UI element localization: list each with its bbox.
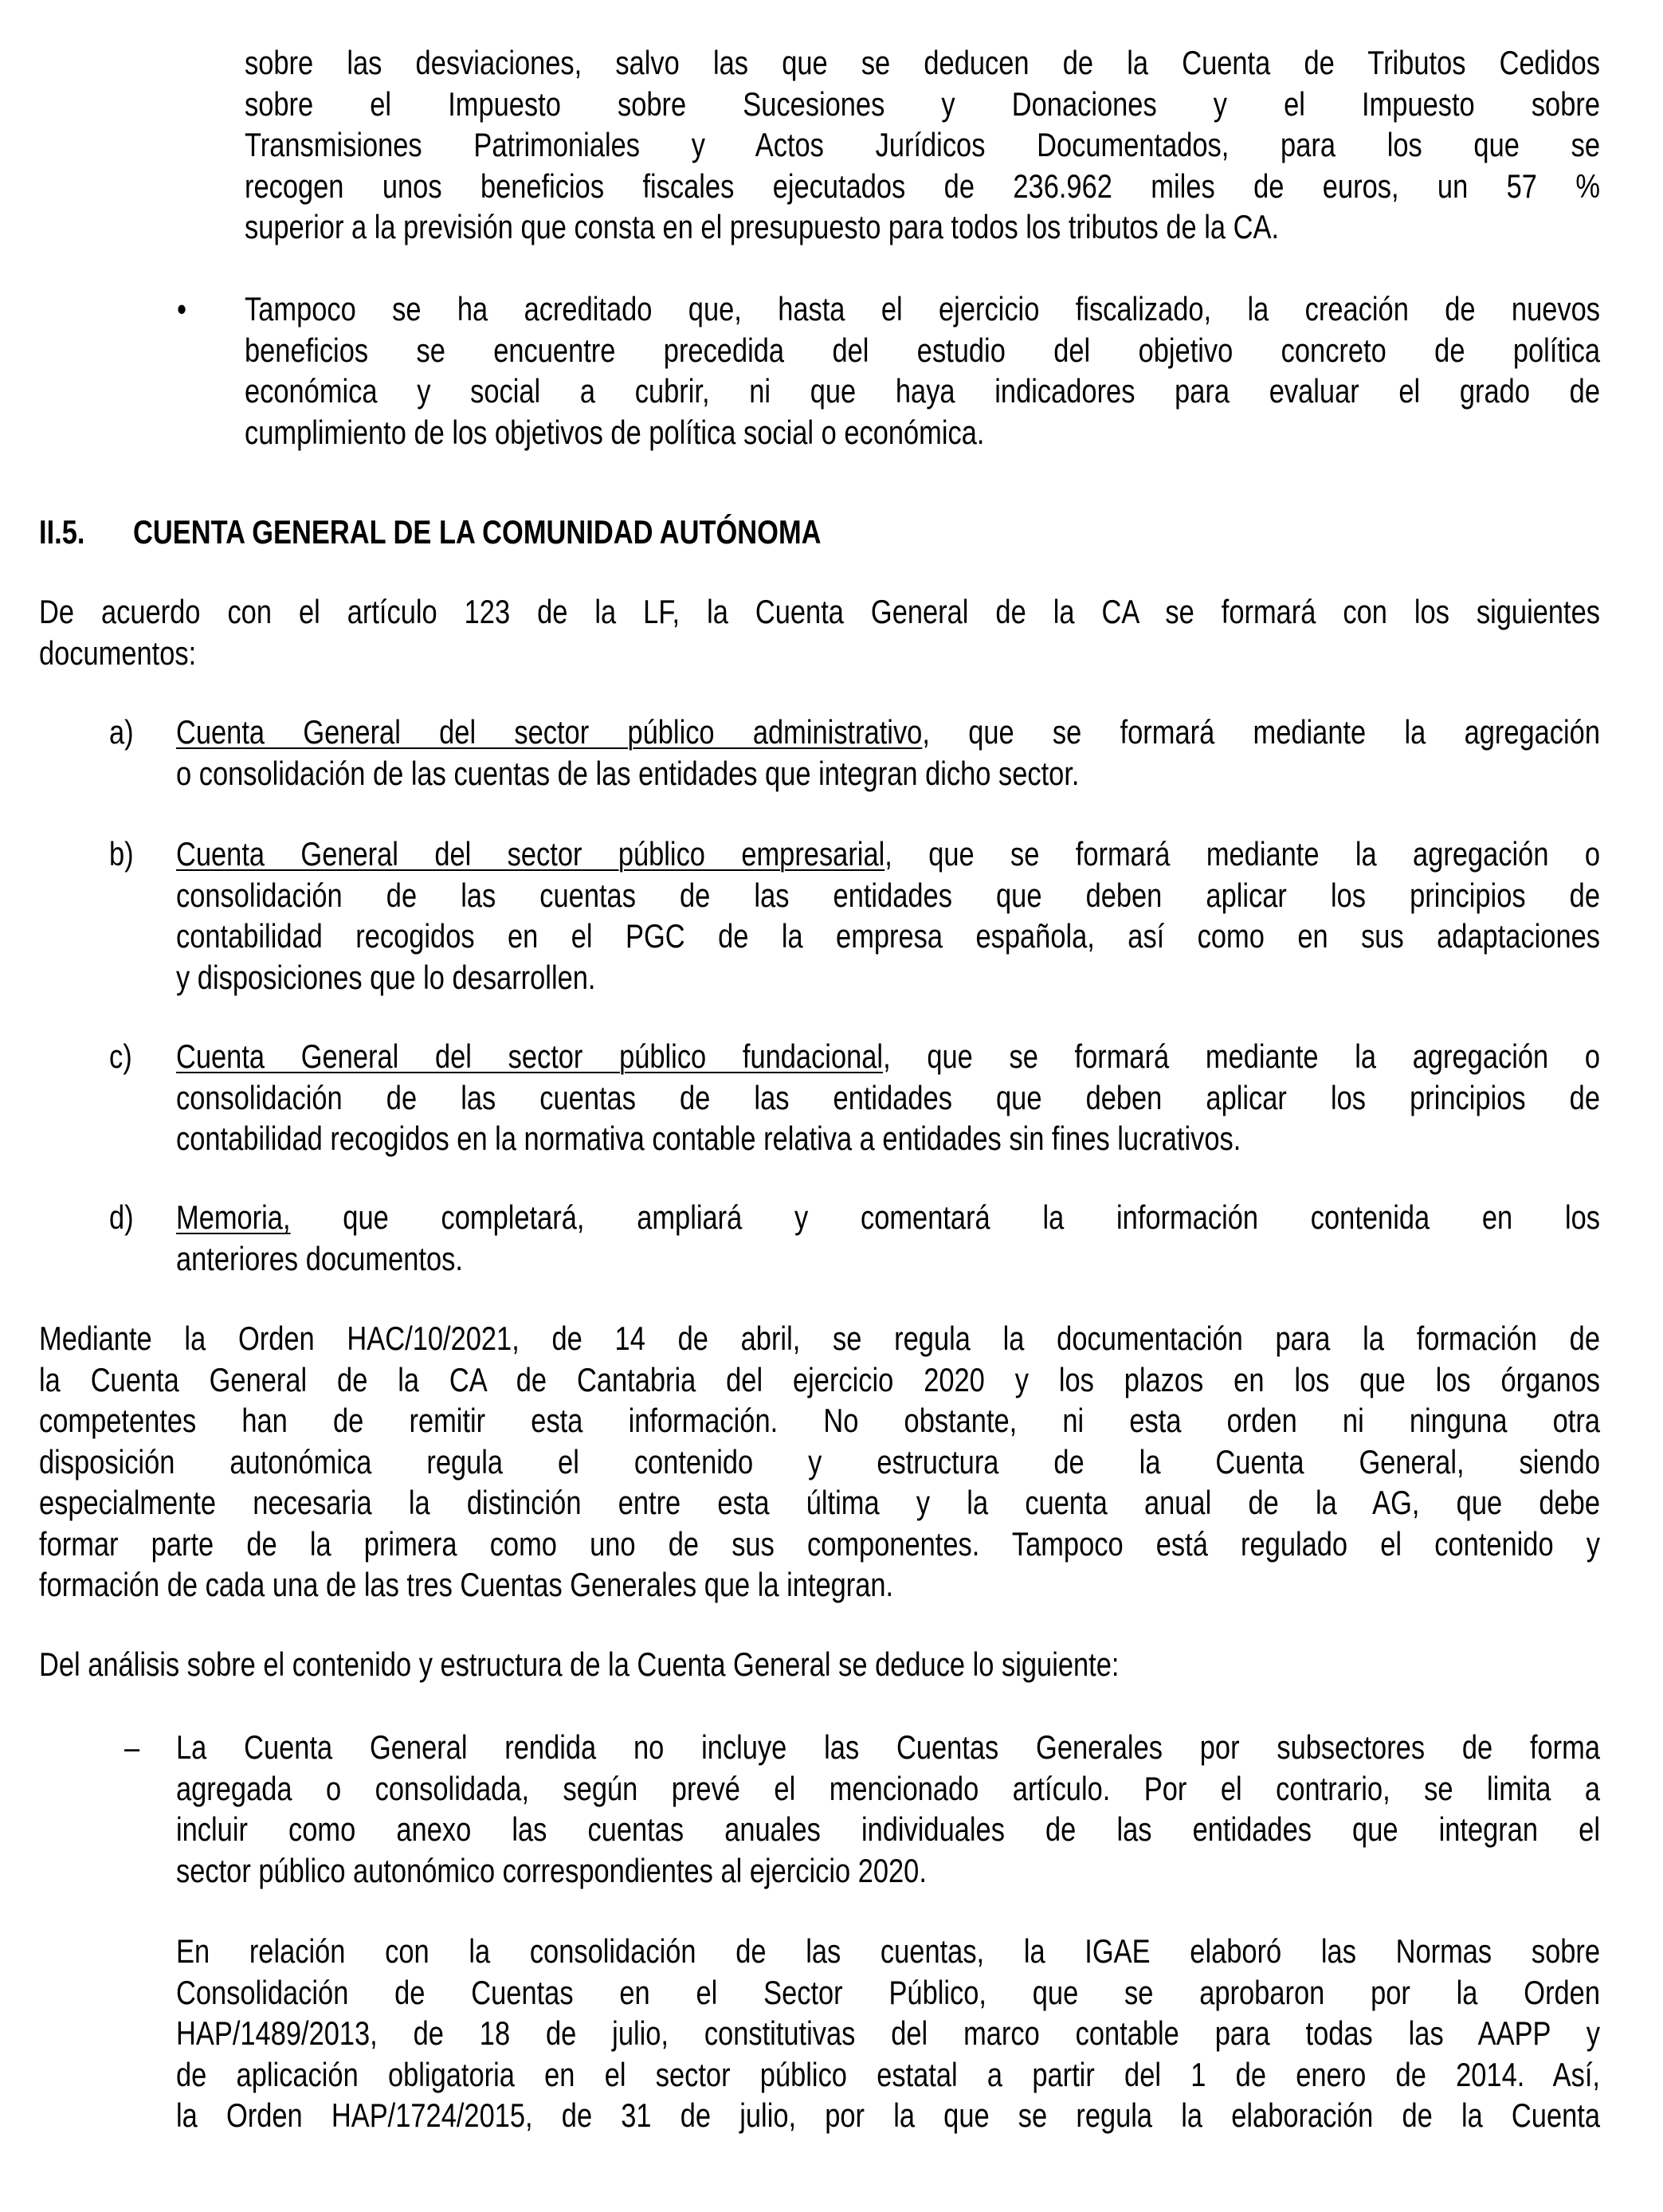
text-line: sobre las desviaciones, salvo las que se deducen de la Cuenta de Tributos Cedidos bbox=[245, 44, 1600, 81]
list-item-text: , que se formará mediante la agregación o bbox=[883, 1037, 1600, 1075]
list-item-label: b) bbox=[109, 835, 134, 873]
text-line: la Orden HAP/1724/2015, de 31 de julio, por la que se regula la elaboración de la Cuenta bbox=[176, 2096, 1600, 2134]
text-line: o consolidación de las cuentas de las entidades que integran dicho sector. bbox=[176, 754, 1080, 792]
list-item-label: d) bbox=[109, 1198, 134, 1236]
text-line bbox=[176, 712, 1600, 753]
list-item-title: Cuenta General del sector público empresarial bbox=[176, 835, 885, 873]
paragraph-deviations bbox=[245, 42, 1600, 248]
text-line: sector público autonómico correspondientes al ejercicio 2020. bbox=[176, 1851, 927, 1889]
text-line: Del análisis sobre el contenido y estructura de la Cuenta General se deduce lo siguiente: bbox=[39, 1645, 1120, 1683]
dash-marker: – bbox=[124, 1728, 140, 1766]
text-line: En relación con la consolidación de las cuentas, la IGAE elaboró las Normas sobre bbox=[176, 1932, 1600, 1970]
text-line: La Cuenta General rendida no incluye las Cuentas Generales por subsectores de forma bbox=[176, 1728, 1600, 1766]
text-line: Mediante la Orden HAC/10/2021, de 14 de abril, se regula la documentación para la formación de bbox=[39, 1320, 1600, 1357]
text-line: especialmente necesaria la distinción entre esta última y la cuenta anual de la AG, que debe bbox=[39, 1484, 1600, 1521]
text-line: consolidación de las cuentas de las entidades que deben aplicar los principios de bbox=[176, 876, 1600, 914]
list-item-title: Memoria, bbox=[176, 1198, 291, 1236]
list-item bbox=[176, 712, 1600, 794]
list-item bbox=[176, 833, 1600, 998]
text-line: Tampoco se ha acreditado que, hasta el ejercicio fiscalizado, la creación de nuevos bbox=[245, 290, 1600, 327]
text-line: económica y social a cubrir, ni que haya indicadores para evaluar el grado de bbox=[245, 372, 1600, 410]
bullet-paragraph bbox=[245, 288, 1600, 453]
list-item-label: c) bbox=[109, 1037, 132, 1075]
text-line: Consolidación de Cuentas en el Sector Público, que se aprobaron por la Orden bbox=[176, 1973, 1600, 2011]
text-line: y disposiciones que lo desarrollen. bbox=[176, 958, 596, 996]
text-line: cumplimiento de los objetivos de política social o económica. bbox=[245, 413, 985, 451]
text-line: formación de cada una de las tres Cuentas Generales que la integran. bbox=[39, 1566, 894, 1603]
text-line: incluir como anexo las cuentas anuales individuales de las entidades que integran el bbox=[176, 1810, 1600, 1848]
intro-paragraph bbox=[39, 591, 1600, 673]
text-line: disposición autonómica regula el contenido y estructura de la Cuenta General, siendo bbox=[39, 1442, 1600, 1481]
text-line: beneficios se encuentre precedida del estudio del objetivo concreto de política bbox=[245, 331, 1600, 369]
text-line bbox=[176, 833, 1600, 875]
list-item-label: a) bbox=[109, 713, 134, 751]
text-line: sobre el Impuesto sobre Sucesiones y Donaciones y el Impuesto sobre bbox=[245, 84, 1600, 123]
list-item-text: , que se formará mediante la agregación o bbox=[884, 835, 1601, 873]
text-line: superior a la previsión que consta en el presupuesto para todos los tributos de la CA. bbox=[245, 208, 1280, 245]
paragraph-consolidacion bbox=[176, 1931, 1600, 2136]
text-line: recogen unos beneficios fiscales ejecutados de 236.962 miles de euros, un 57 % bbox=[245, 167, 1600, 205]
text-line: contabilidad recogidos en la normativa contable relativa a entidades sin fines lucrativos. bbox=[176, 1120, 1241, 1157]
text-line: contabilidad recogidos en el PGC de la empresa española, así como en sus adaptaciones bbox=[176, 917, 1600, 955]
list-item bbox=[176, 1197, 1600, 1279]
text-line: HAP/1489/2013, de 18 de julio, constitutivas del marco contable para todas las AAPP y bbox=[176, 2014, 1600, 2052]
text-line: De acuerdo con el artículo 123 de la LF, la Cuenta General de la CA se formará con los siguientes bbox=[39, 593, 1600, 630]
list-item-title: Cuenta General del sector público fundacional bbox=[176, 1037, 884, 1075]
list-item-text: que completará, ampliará y comentará la información contenida en los bbox=[290, 1198, 1600, 1236]
list-item-title: Cuenta General del sector público administrativo bbox=[176, 713, 923, 751]
text-line bbox=[176, 1036, 1600, 1077]
text-line: Transmisiones Patrimoniales y Actos Jurídicos Documentados, para los que se bbox=[245, 126, 1600, 163]
text-line: documentos: bbox=[39, 633, 197, 672]
list-item-text: , que se formará mediante la agregación bbox=[922, 713, 1600, 751]
text-line: formar parte de la primera como uno de sus componentes. Tampoco está regulado el contenido y bbox=[39, 1524, 1600, 1563]
text-line: consolidación de las cuentas de las entidades que deben aplicar los principios de bbox=[176, 1078, 1600, 1116]
text-line bbox=[176, 1197, 1600, 1238]
list-item bbox=[176, 1036, 1600, 1159]
section-title: CUENTA GENERAL DE LA COMUNIDAD AUTÓNOMA bbox=[133, 513, 822, 551]
text-line: la Cuenta General de la CA de Cantabria del ejercicio 2020 y los plazos en los que los órganos bbox=[39, 1360, 1600, 1398]
text-line: anteriores documentos. bbox=[176, 1239, 463, 1277]
text-line: competentes han de remitir esta información. No obstante, ni esta orden ni ninguna otra bbox=[39, 1402, 1600, 1439]
paragraph-orden bbox=[39, 1318, 1600, 1606]
section-number: II.5. bbox=[39, 513, 85, 551]
dash-paragraph bbox=[176, 1727, 1600, 1891]
paragraph-analisis bbox=[39, 1644, 1600, 1685]
text-line: de aplicación obligatoria en el sector público estatal a partir del 1 de enero de 2014. Así, bbox=[176, 2055, 1600, 2093]
bullet-marker: • bbox=[177, 290, 187, 327]
text-line: agregada o consolidada, según prevé el mencionado artículo. Por el contrario, se limita a bbox=[176, 1769, 1600, 1807]
